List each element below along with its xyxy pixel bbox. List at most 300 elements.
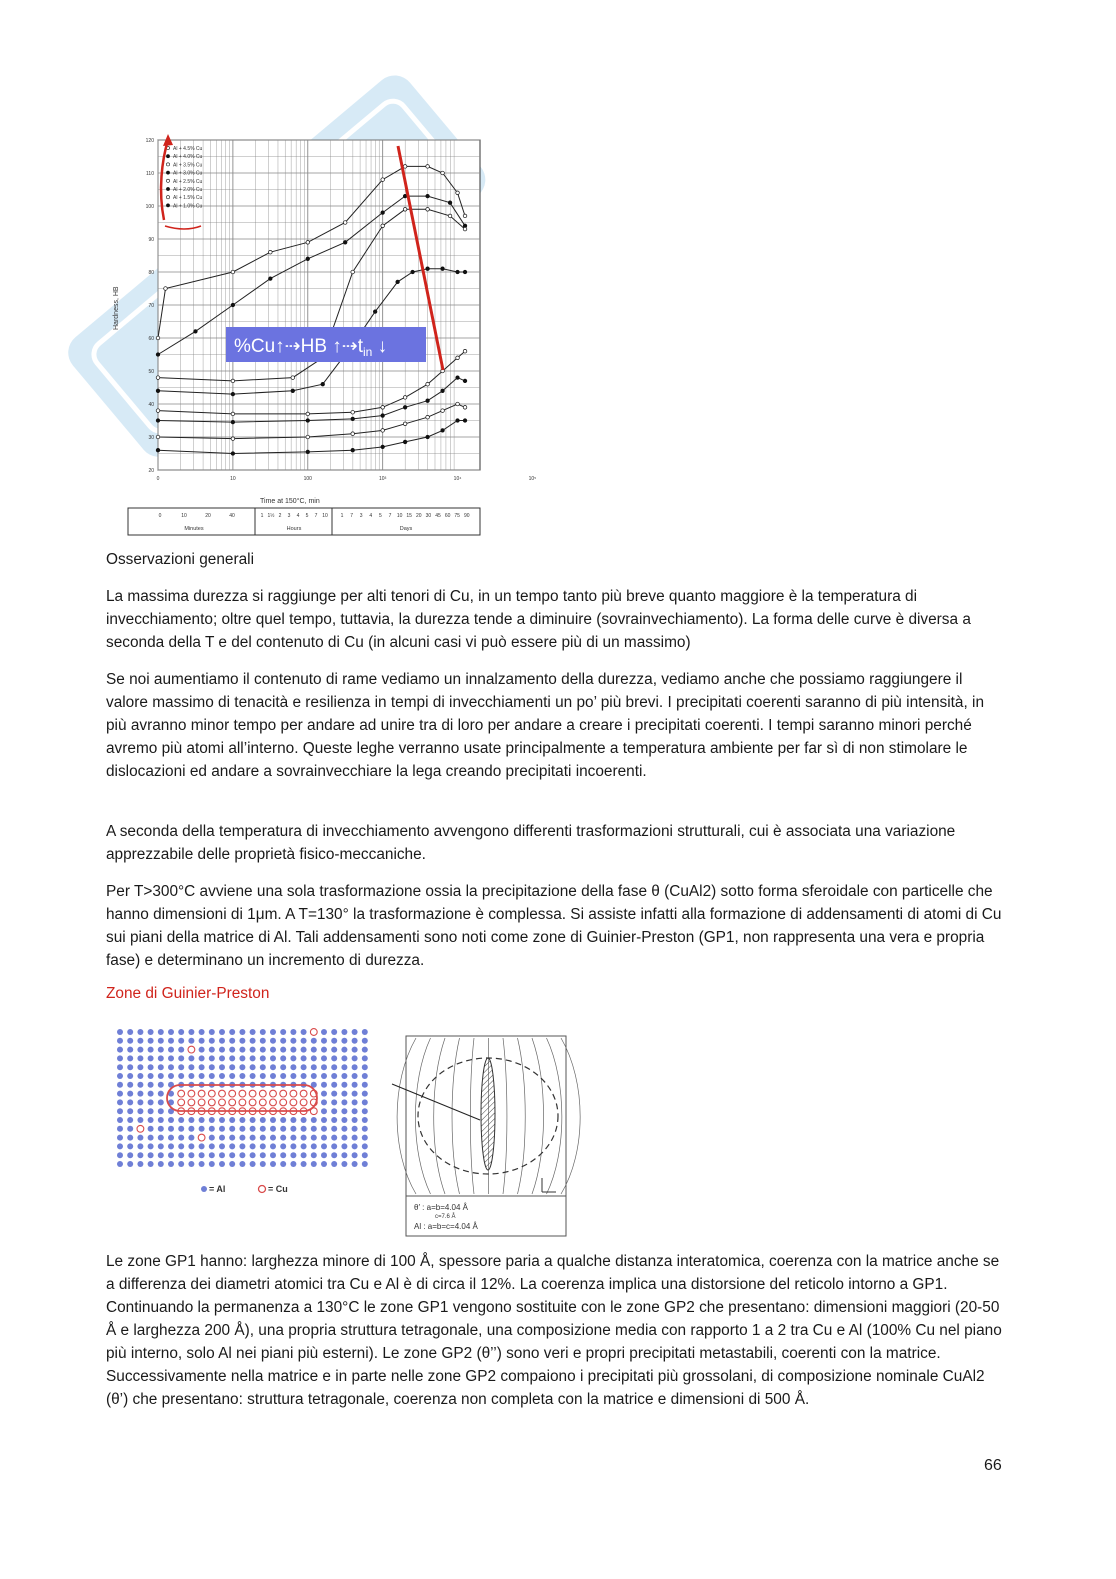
al-atom (331, 1126, 337, 1132)
al-atom (199, 1126, 205, 1132)
time-scale-day-tick: 3 (359, 513, 363, 519)
data-point (164, 287, 168, 291)
data-point (403, 422, 407, 426)
al-atom (362, 1161, 368, 1167)
al-atom (127, 1161, 133, 1167)
time-scale-hour-tick: 2 (278, 513, 282, 519)
al-atom (260, 1161, 266, 1167)
al-atom (127, 1135, 133, 1141)
al-atom (117, 1038, 123, 1044)
cu-atom (198, 1090, 205, 1097)
al-atom (280, 1073, 286, 1079)
data-point (351, 448, 355, 452)
al-atom (137, 1064, 143, 1070)
al-atom (127, 1117, 133, 1123)
al-atom (280, 1152, 286, 1158)
paragraph-gp-zones: Le zone GP1 hanno: larghezza minore di 100 Å, spessore paria a qualche distanza interatomica, coerenza con la matrice anche se a differenza dei diametri atomici tra Cu e Al è di circa il 12%. La coerenza implica una distorsione del reticolo intorno a GP1. Continuando la permanenza a 130°C le zone GP1 vengono sostituite con le zone GP2 che presentano: dimensioni maggiori (20-50 Å e larghezza 200 Å), una propria struttura tetragonale, una composizione media con rapporto 1 a 2 tra Cu e Al (100% Cu nel piano più interno, solo Al nei piani più esterni). Le zone GP2 (θ’’) sono veri e propri precipitati metastabili, coerenti con la matrice. Successivamente nella matrice e in parte nelle zone GP2 compaiono i precipitati più grossolani, di composizione nominale CuAl2 (θ’) che presentano: struttura tetragonale, coerenza non completa con la matrice e dimensioni di 500 Å. (106, 1253, 1002, 1408)
al-atom (168, 1047, 174, 1053)
al-atom (127, 1099, 133, 1105)
data-point (351, 410, 355, 414)
y-tick-label: 90 (148, 237, 154, 243)
al-atom (352, 1038, 358, 1044)
al-atom (352, 1047, 358, 1053)
al-atom (331, 1055, 337, 1061)
gp-zones-figure (110, 1022, 570, 1244)
al-atom (188, 1029, 194, 1035)
hardness-chart (110, 130, 537, 545)
al-atom (301, 1064, 307, 1070)
al-atom (352, 1161, 358, 1167)
data-point (291, 389, 295, 393)
al-atom (250, 1135, 256, 1141)
data-point (463, 270, 467, 274)
time-scale-day-tick: 4 (369, 513, 373, 519)
al-atom (188, 1126, 194, 1132)
al-atom (362, 1055, 368, 1061)
al-atom (188, 1038, 194, 1044)
al-atom (137, 1029, 143, 1035)
al-atom (270, 1047, 276, 1053)
al-atom (301, 1161, 307, 1167)
al-atom (117, 1126, 123, 1132)
data-point (306, 241, 310, 245)
al-atom (362, 1099, 368, 1105)
al-atom (341, 1038, 347, 1044)
al-atom (311, 1161, 317, 1167)
al-atom (301, 1029, 307, 1035)
data-point (156, 435, 160, 439)
al-atom (229, 1047, 235, 1053)
al-atom (148, 1099, 154, 1105)
al-atom (188, 1143, 194, 1149)
al-atom (127, 1082, 133, 1088)
al-atom (250, 1117, 256, 1123)
data-point (426, 399, 430, 403)
data-point (231, 437, 235, 441)
al-atom (352, 1073, 358, 1079)
al-atom (311, 1143, 317, 1149)
al-atom (117, 1064, 123, 1070)
al-atom (148, 1108, 154, 1114)
al-atom (188, 1064, 194, 1070)
al-atom (270, 1152, 276, 1158)
al-atom (137, 1091, 143, 1097)
data-point (403, 406, 407, 410)
legend-marker (166, 163, 169, 166)
data-point (156, 389, 160, 393)
data-point (321, 382, 325, 386)
cu-atom (249, 1099, 256, 1106)
data-point (403, 396, 407, 400)
al-atom (229, 1135, 235, 1141)
cu-atom (290, 1099, 297, 1106)
al-atom (127, 1126, 133, 1132)
al-atom (290, 1047, 296, 1053)
time-scale-minute-tick: 0 (158, 513, 162, 519)
atomic-lattice (117, 1029, 368, 1167)
al-atom (362, 1038, 368, 1044)
al-atom (178, 1055, 184, 1061)
al-atom (270, 1126, 276, 1132)
al-atom (290, 1126, 296, 1132)
al-atom (127, 1073, 133, 1079)
al-atom (260, 1047, 266, 1053)
al-atom (137, 1108, 143, 1114)
al-atom (168, 1135, 174, 1141)
al-atom (290, 1038, 296, 1044)
al-atom (199, 1117, 205, 1123)
al-atom (117, 1055, 123, 1061)
al-atom (209, 1126, 215, 1132)
al-atom (199, 1152, 205, 1158)
al-atom (260, 1073, 266, 1079)
cu-atom (239, 1090, 246, 1097)
heading-general-observations: Osservazioni generali (106, 551, 254, 568)
time-scale-day-tick: 5 (379, 513, 382, 519)
time-scale-minute-tick: 40 (229, 513, 235, 519)
al-atom (270, 1143, 276, 1149)
al-atom (158, 1099, 164, 1105)
al-atom (280, 1135, 286, 1141)
data-point (156, 419, 160, 423)
al-atom (229, 1126, 235, 1132)
al-atom (158, 1143, 164, 1149)
al-atom (239, 1143, 245, 1149)
al-atom (199, 1047, 205, 1053)
al-atom (290, 1064, 296, 1070)
time-scale-unit-label: Hours (286, 526, 302, 532)
time-scale-hour-tick: 4 (296, 513, 300, 519)
al-atom (148, 1073, 154, 1079)
formula-al: Al : a=b=c=4.04 Å (414, 1222, 478, 1231)
al-atom (321, 1047, 327, 1053)
al-atom (280, 1117, 286, 1123)
al-atom (127, 1047, 133, 1053)
al-atom (178, 1029, 184, 1035)
al-atom (341, 1047, 347, 1053)
al-atom (341, 1152, 347, 1158)
al-atom (229, 1143, 235, 1149)
al-atom (331, 1143, 337, 1149)
data-point (306, 435, 310, 439)
al-atom (158, 1161, 164, 1167)
data-point (306, 412, 310, 416)
cu-atom (178, 1099, 185, 1106)
cu-atom (188, 1046, 195, 1053)
al-atom (290, 1073, 296, 1079)
data-point (156, 448, 160, 452)
gp-zones-svg (110, 1022, 570, 1244)
al-atom (239, 1047, 245, 1053)
cu-atom (280, 1099, 287, 1106)
al-atom (280, 1029, 286, 1035)
al-atom (117, 1161, 123, 1167)
paragraph-copper-content: Se noi aumentiamo il contenuto di rame vediamo un innalzamento della durezza, vediamo anche che possiamo raggiungere il valore massimo di tenacità e resilienza in tempi di invecchiamenti un po’ più brevi. I precipitati coerenti saranno di più intensità, in più avranno minor tempo per andare ad unire tra di loro per andare a creare i precipitati coerenti. I tempi saranno minori perché avremo più atomi all’interno. Queste leghe verranno usate principalmente a temperatura ambiente per far sì di non stimolare le dislocazioni ed andare a sovrainvecchiare la lega creando precipitati incoerenti. (106, 671, 985, 780)
al-atom (362, 1064, 368, 1070)
al-atom (301, 1135, 307, 1141)
al-atom (219, 1161, 225, 1167)
cu-atom (280, 1090, 287, 1097)
data-point (231, 379, 235, 383)
al-atom (301, 1143, 307, 1149)
time-scale-day-tick: 30 (425, 513, 432, 519)
legend-marker (166, 155, 169, 158)
data-point (381, 211, 385, 215)
cu-atom (290, 1090, 297, 1097)
al-atom (260, 1064, 266, 1070)
data-point (231, 452, 235, 456)
al-atom (127, 1038, 133, 1044)
al-atom (148, 1143, 154, 1149)
al-atom (178, 1117, 184, 1123)
al-atom (137, 1047, 143, 1053)
al-atom (168, 1029, 174, 1035)
al-atom (158, 1108, 164, 1114)
al-atom (250, 1126, 256, 1132)
al-atom (250, 1047, 256, 1053)
annotation-text: %Cu↑⇢HB $↑⇢t_{in}$ ↓ (234, 336, 388, 359)
data-point (156, 409, 160, 413)
al-atom (260, 1038, 266, 1044)
cu-atom (300, 1099, 307, 1106)
y-tick-label: 30 (148, 435, 154, 441)
al-atom (137, 1152, 143, 1158)
cu-atom (208, 1090, 215, 1097)
data-point (343, 221, 347, 225)
x-tick-label: 100 (303, 476, 312, 482)
al-atom (178, 1047, 184, 1053)
cu-atom (219, 1090, 226, 1097)
legend-cu-label: = Cu (268, 1184, 288, 1194)
al-atom (239, 1073, 245, 1079)
data-point (269, 277, 273, 281)
al-atom (352, 1082, 358, 1088)
data-point (426, 382, 430, 386)
al-atom (352, 1108, 358, 1114)
y-tick-label: 20 (148, 468, 154, 474)
al-atom (178, 1161, 184, 1167)
al-atom (290, 1161, 296, 1167)
al-atom (209, 1055, 215, 1061)
al-atom (280, 1143, 286, 1149)
cu-atom (259, 1090, 266, 1097)
al-atom (137, 1073, 143, 1079)
time-scale-hour-tick: 10 (322, 513, 328, 519)
al-atom (331, 1029, 337, 1035)
cu-atom (300, 1090, 307, 1097)
al-atom (178, 1038, 184, 1044)
data-point (403, 440, 407, 444)
time-scale-day-tick: 45 (435, 513, 441, 519)
cu-atom (270, 1090, 277, 1097)
legend-marker (166, 196, 169, 199)
al-atom (168, 1038, 174, 1044)
al-atom (352, 1099, 358, 1105)
al-atom (209, 1038, 215, 1044)
al-atom (341, 1073, 347, 1079)
al-atom (148, 1055, 154, 1061)
data-point (456, 270, 460, 274)
al-atom (148, 1064, 154, 1070)
al-atom (301, 1152, 307, 1158)
al-atom (148, 1029, 154, 1035)
data-point (231, 392, 235, 396)
al-atom (321, 1117, 327, 1123)
data-point (351, 270, 355, 274)
al-atom (158, 1152, 164, 1158)
al-atom (250, 1143, 256, 1149)
al-atom (321, 1135, 327, 1141)
al-atom (229, 1055, 235, 1061)
al-atom (362, 1135, 368, 1141)
legend-marker (166, 171, 169, 174)
al-atom (178, 1152, 184, 1158)
legend-entry: Al + 4.5% Cu (173, 146, 203, 152)
al-atom (219, 1117, 225, 1123)
time-scale-day-tick: 7 (388, 513, 392, 519)
paragraph-max-hardness: La massima durezza si raggiunge per alti tenori di Cu, in un tempo tanto più breve quanto maggiore è la temperatura di invecchiamento; oltre quel tempo, tuttavia, la durezza tende a diminuire (sovrainvechiamento). La forma delle curve è diversa a seconda della T e del contenuto di Cu (in alcuni casi vi può essere più di un massimo) (106, 588, 971, 651)
time-scale-minute-tick: 10 (181, 513, 187, 519)
al-atom (341, 1117, 347, 1123)
data-point (456, 191, 460, 195)
al-atom (158, 1064, 164, 1070)
al-atom (219, 1135, 225, 1141)
al-atom (117, 1082, 123, 1088)
al-atom (352, 1143, 358, 1149)
time-scale-hour-tick: 7 (314, 513, 318, 519)
al-atom (117, 1143, 123, 1149)
al-atom (117, 1073, 123, 1079)
al-atom (341, 1126, 347, 1132)
al-atom (127, 1029, 133, 1035)
al-atom (311, 1135, 317, 1141)
al-atom (188, 1135, 194, 1141)
cu-atom (229, 1090, 236, 1097)
al-atom (229, 1038, 235, 1044)
al-atom (260, 1117, 266, 1123)
al-atom (311, 1073, 317, 1079)
cu-atom (137, 1125, 144, 1132)
al-atom (178, 1135, 184, 1141)
al-atom (127, 1152, 133, 1158)
al-atom (148, 1038, 154, 1044)
al-atom (290, 1117, 296, 1123)
y-tick-label: 50 (148, 369, 154, 375)
data-point (351, 417, 355, 421)
al-atom (301, 1047, 307, 1053)
data-point (463, 379, 467, 383)
al-atom (178, 1073, 184, 1079)
time-scale-day-tick: 7 (350, 513, 353, 519)
al-atom (158, 1038, 164, 1044)
legend-al-dot (201, 1186, 207, 1192)
al-atom (280, 1038, 286, 1044)
time-scale-day-tick: 90 (464, 513, 470, 519)
time-scale-hour-tick: 3 (287, 513, 291, 519)
al-atom (321, 1143, 327, 1149)
data-point (463, 419, 467, 423)
data-point (269, 250, 273, 254)
time-scale-day-tick: 15 (406, 513, 412, 519)
cu-atom (198, 1134, 205, 1141)
al-atom (352, 1135, 358, 1141)
al-atom (188, 1117, 194, 1123)
al-atom (362, 1117, 368, 1123)
al-atom (321, 1126, 327, 1132)
al-atom (219, 1055, 225, 1061)
legend-entry: Al + 2.5% Cu (173, 178, 203, 185)
al-atom (250, 1038, 256, 1044)
x-axis-label: Time at 150°C, min (260, 498, 320, 505)
al-atom (158, 1126, 164, 1132)
al-atom (199, 1055, 205, 1061)
data-point (306, 257, 310, 261)
al-atom (280, 1047, 286, 1053)
data-point (456, 419, 460, 423)
al-atom (229, 1152, 235, 1158)
y-tick-label: 110 (146, 171, 154, 177)
al-atom (209, 1047, 215, 1053)
al-atom (148, 1117, 154, 1123)
al-atom (311, 1055, 317, 1061)
al-atom (321, 1108, 327, 1114)
al-atom (148, 1091, 154, 1097)
al-atom (352, 1126, 358, 1132)
cu-atom (208, 1099, 215, 1106)
legend-marker (166, 179, 169, 182)
al-atom (362, 1029, 368, 1035)
al-atom (352, 1029, 358, 1035)
al-atom (321, 1029, 327, 1035)
time-scale-day-tick: 60 (444, 513, 451, 519)
data-point (373, 310, 377, 314)
al-atom (209, 1029, 215, 1035)
al-atom (331, 1091, 337, 1097)
data-point (426, 208, 430, 212)
cu-atom (310, 1029, 317, 1036)
al-atom (117, 1117, 123, 1123)
data-point (381, 178, 385, 182)
al-atom (331, 1099, 337, 1105)
al-atom (178, 1126, 184, 1132)
legend-al-label: = Al (209, 1184, 226, 1194)
al-atom (158, 1117, 164, 1123)
legend-entry: Al + 2.0% Cu (173, 187, 203, 193)
al-atom (127, 1055, 133, 1061)
al-atom (270, 1073, 276, 1079)
data-point (156, 336, 160, 340)
al-atom (321, 1099, 327, 1105)
al-atom (341, 1082, 347, 1088)
data-point (306, 419, 310, 423)
al-atom (137, 1143, 143, 1149)
al-atom (219, 1143, 225, 1149)
data-point (156, 353, 160, 357)
al-atom (239, 1038, 245, 1044)
data-point (396, 280, 400, 284)
al-atom (158, 1055, 164, 1061)
section-title-guinier-preston: Zone di Guinier-Preston (106, 985, 270, 1002)
al-atom (341, 1143, 347, 1149)
al-atom (158, 1047, 164, 1053)
y-axis-label: Hardness, HB (113, 286, 120, 330)
data-point (426, 435, 430, 439)
al-atom (209, 1161, 215, 1167)
y-tick-label: 60 (148, 336, 154, 342)
al-atom (229, 1161, 235, 1167)
time-scale-day-tick: 75 (454, 513, 460, 519)
al-atom (127, 1091, 133, 1097)
